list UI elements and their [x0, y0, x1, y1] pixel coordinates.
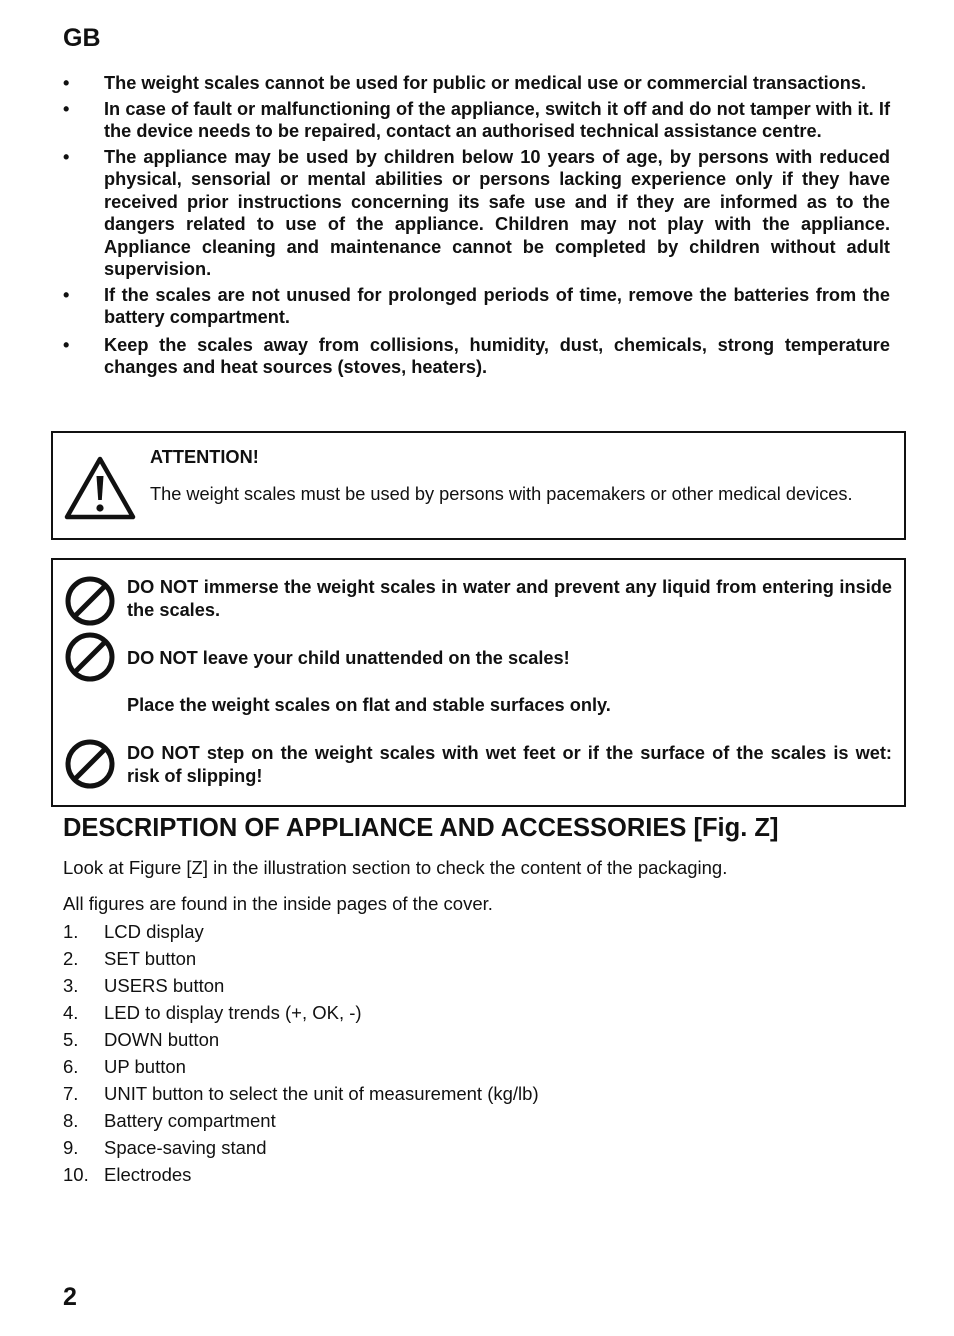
list-item	[63, 1107, 539, 1134]
item-label: LED to display trends (+, OK, -)	[104, 1002, 362, 1023]
item-label: DOWN button	[104, 1029, 220, 1050]
list-item	[63, 1134, 539, 1161]
attention-title: ATTENTION!	[150, 447, 259, 467]
item-number: 3.	[63, 975, 79, 996]
prohibition-icon	[64, 631, 116, 683]
item-label: UP button	[104, 1056, 186, 1077]
warning-triangle-icon	[64, 455, 136, 521]
list-item	[63, 999, 539, 1026]
item-number: 10.	[63, 1164, 89, 1185]
item-label: LCD display	[104, 921, 204, 942]
prohibition-icon	[64, 575, 116, 627]
safety-warnings-list	[63, 72, 890, 382]
prohibition-text: DO NOT step on the weight scales with wet feet or if the surface of the scales is wet: risk of slipping!	[127, 743, 892, 786]
item-number: 5.	[63, 1029, 79, 1050]
item-label: UNIT button to select the unit of measurement (kg/lb)	[104, 1083, 539, 1104]
item-label: Space-saving stand	[104, 1137, 267, 1158]
list-item	[63, 1161, 539, 1188]
item-number: 7.	[63, 1083, 79, 1104]
attention-text: The weight scales must be used by persons with pacemakers or other medical devices.	[150, 484, 853, 504]
prohibition-icon	[64, 738, 116, 790]
section-title: DESCRIPTION OF APPLIANCE AND ACCESSORIES [Fig. Z]	[63, 814, 779, 842]
item-number: 8.	[63, 1110, 79, 1131]
page-number: 2	[63, 1283, 77, 1311]
list-item	[63, 972, 539, 999]
list-item	[63, 945, 539, 972]
list-item	[63, 918, 539, 945]
item-number: 6.	[63, 1056, 79, 1077]
prohibition-text: DO NOT immerse the weight scales in water and prevent any liquid from entering inside the scales.	[127, 577, 892, 620]
list-item	[63, 1026, 539, 1053]
warning-item: • If the scales are not unused for prolonged periods of time, remove the batteries from the battery compartment.	[63, 284, 890, 329]
attention-box	[51, 431, 906, 540]
prohibitions-box	[51, 558, 906, 807]
components-list	[63, 918, 539, 1188]
item-label: Electrodes	[104, 1164, 192, 1185]
list-item	[63, 1080, 539, 1107]
item-number: 2.	[63, 948, 79, 969]
warning-item: • In case of fault or malfunctioning of the appliance, switch it off and do not tamper with it. If the device needs to be repaired, contact an authorised technical assistance centre.	[63, 98, 890, 143]
item-label: SET button	[104, 948, 197, 969]
placement-instruction: Place the weight scales on flat and stable surfaces only.	[127, 695, 611, 715]
item-label: Battery compartment	[104, 1110, 276, 1131]
language-code: GB	[63, 24, 101, 52]
item-number: 9.	[63, 1137, 79, 1158]
description-paragraph: All figures are found in the inside pages of the cover.	[63, 893, 493, 914]
list-item	[63, 1053, 539, 1080]
item-number: 4.	[63, 1002, 79, 1023]
description-paragraph: Look at Figure [Z] in the illustration section to check the content of the packaging.	[63, 857, 728, 878]
warning-item: • Keep the scales away from collisions, humidity, dust, chemicals, strong temperature changes and heat sources (stoves, heaters).	[63, 334, 890, 379]
item-number: 1.	[63, 921, 79, 942]
prohibition-text: DO NOT leave your child unattended on the scales!	[127, 648, 570, 668]
warning-item: • The weight scales cannot be used for public or medical use or commercial transactions.	[63, 72, 890, 95]
item-label: USERS button	[104, 975, 225, 996]
warning-item: • The appliance may be used by children below 10 years of age, by persons with reduced physical, sensorial or mental abilities or persons lacking experience only if they have received prior instructions concerning its safe use and if they are informed as to the dangers related to use of the appliance. Children may not play with the appliance. Appliance cleaning and maintenance cannot be completed by children without adult supervision.	[63, 146, 890, 281]
